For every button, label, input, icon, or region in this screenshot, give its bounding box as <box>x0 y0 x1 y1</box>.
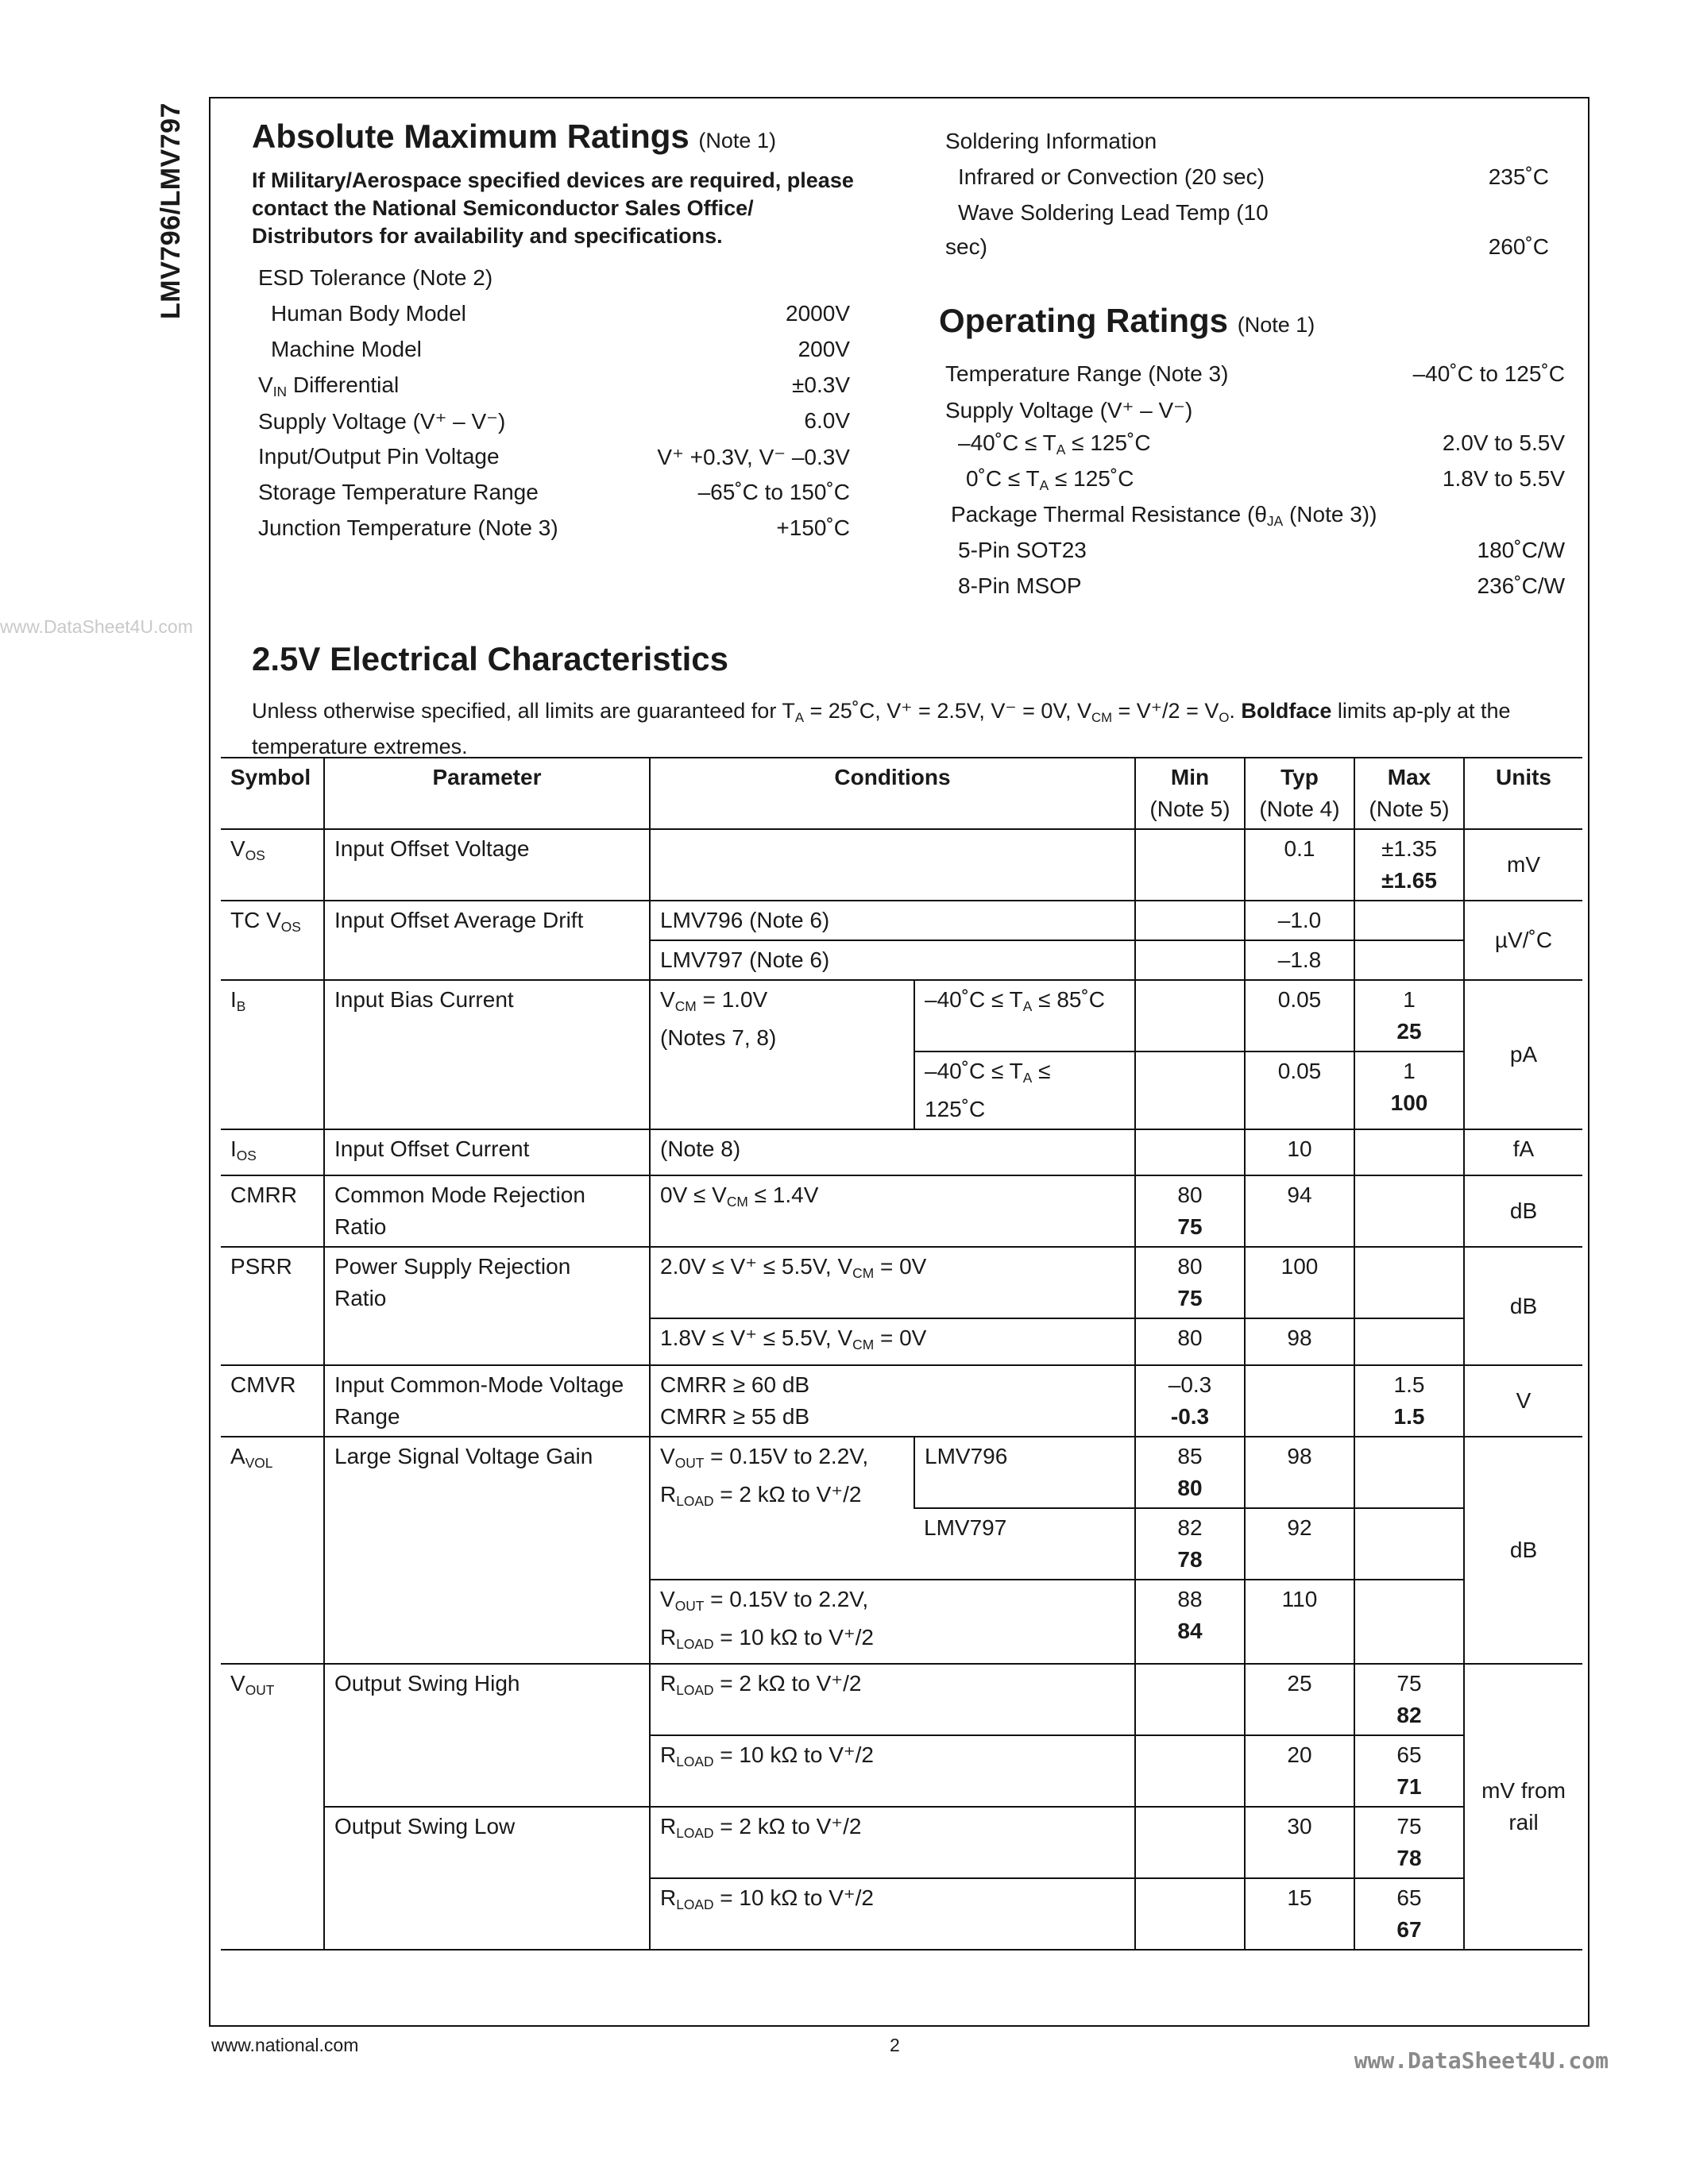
watermark-left: www.DataSheet4U.com <box>0 616 193 637</box>
table-row: LMV797 (Note 6) –1.8 <box>221 940 1582 980</box>
op-ratings-list: Temperature Range (Note 3) –40˚C to 125˚C Supply Voltage (V⁺ – V⁻) –40˚C ≤ $T_A$ ≤ 125˚C 2.0V to 5.5V 0˚C ≤ $T_A$ ≤ 125˚C 1.8V to 5.5V Package Thermal Resistance ($\theta_{JA}$ (Note 3)) 5-Pin SOT23 180˚C/W 8-Pin MSOP 236˚C/W <box>945 361 1565 598</box>
table-row: CMVR Input Common-Mode Voltage Range CMRR ≥ 60 dB CMRR ≥ 55 dB –0.3 -0.3 1.5 1.5 V <box>221 1365 1582 1437</box>
table-row: $I_B$ Input Bias Current $V_{CM} = 1.0V$ (Notes 7, 8) –40˚C ≤ $T_A$ ≤ 85˚C 0.05 1 25 pA <box>221 980 1582 1051</box>
table-row: –40˚C ≤ $T_A$ ≤ 125˚C 0.05 1 100 <box>221 1051 1582 1129</box>
table-row: PSRR Power Supply Rejection Ratio 2.0V ≤ V⁺ ≤ 5.5V, $V_{CM} = 0V$ 80 75 100 dB <box>221 1247 1582 1318</box>
page-number: 2 <box>890 2035 900 2055</box>
table-row: 1.8V ≤ V⁺ ≤ 5.5V, $V_{CM} = 0V$ 80 98 <box>221 1318 1582 1364</box>
ec-intro: Unless otherwise specified, all limits are guaranteed for $T_A$ = 25˚C, V⁺ = 2.5V, V⁻ = 0V, $V_{CM} = V^+/2 = V_O$. Boldface limits ap-ply at the temperature extremes. <box>252 699 1511 759</box>
table-row: $V_{OUT} = 0.15V$ to 2.2V, $R_{LOAD} = 10$ kΩ to V⁺/2 88 84 110 <box>221 1580 1582 1664</box>
ec-table <box>221 757 1582 1951</box>
military-note: If Military/Aerospace specified devices are required, please contact the National Semiconductor Sales Office/ Distributors for availability and specifications. <box>252 168 854 248</box>
table-row: $R_{LOAD} = 10$ kΩ to V⁺/2 20 65 71 <box>221 1735 1582 1807</box>
op-ratings-heading: Operating Ratings (Note 1) <box>939 302 1315 339</box>
ec-heading: 2.5V Electrical Characteristics <box>252 640 729 677</box>
table-row: Output Swing Low $R_{LOAD} = 2$ kΩ to V⁺/2 30 75 78 <box>221 1807 1582 1878</box>
soldering-list: Soldering Information Infrared or Convection (20 sec) 235˚C Wave Soldering Lead Temp (10 sec) 260˚C <box>945 129 1549 259</box>
table-row: $V_{OUT}$ Output Swing High $R_{LOAD} = 2$ kΩ to V⁺/2 25 75 82 mV from rail <box>221 1664 1582 1735</box>
table-row: $V_{OS}$ Input Offset Voltage 0.1 ±1.35 ±1.65 mV <box>221 829 1582 901</box>
table-row: $A_{VOL}$ Large Signal Voltage Gain $V_{OUT} = 0.15V$ to 2.2V, $R_{LOAD} = 2$ kΩ to V⁺/2 LMV796 85 80 98 dB <box>221 1437 1582 1508</box>
side-part-number: LMV796/LMV797 <box>155 102 186 319</box>
footer-website: www.national.com <box>211 2035 359 2055</box>
abs-max-heading: Absolute Maximum Ratings (Note 1) <box>252 118 776 155</box>
abs-max-list: ESD Tolerance (Note 2) Human Body Model 2000V Machine Model 200V $V_{IN}$ Differential ±0.3V Supply Voltage (V⁺ – V⁻) 6.0V Input/Output Pin Voltage V⁺ +0.3V, V⁻ –0.3V Storage Temperature Range –65˚C to 150˚C Junction Temperature (Note 3) +150˚C <box>258 265 850 540</box>
table-row: CMRR Common Mode Rejection Ratio $0V \le V_{CM} \le 1.4V$ 80 75 94 dB <box>221 1175 1582 1247</box>
table-row: $R_{LOAD} = 10$ kΩ to V⁺/2 15 65 67 <box>221 1878 1582 1950</box>
table-row: $I_{OS}$ Input Offset Current (Note 8) 10 fA <box>221 1129 1582 1175</box>
ec-header-row: Symbol Parameter Conditions Min (Note 5) Typ (Note 4) Max (Note 5) Units <box>221 758 1582 829</box>
table-row: TC $V_{OS}$ Input Offset Average Drift LMV796 (Note 6) –1.0 µV/˚C <box>221 901 1582 940</box>
watermark-right: www.DataSheet4U.com <box>1354 2047 1609 2074</box>
table-row: LMV797 82 78 92 <box>221 1508 1582 1580</box>
